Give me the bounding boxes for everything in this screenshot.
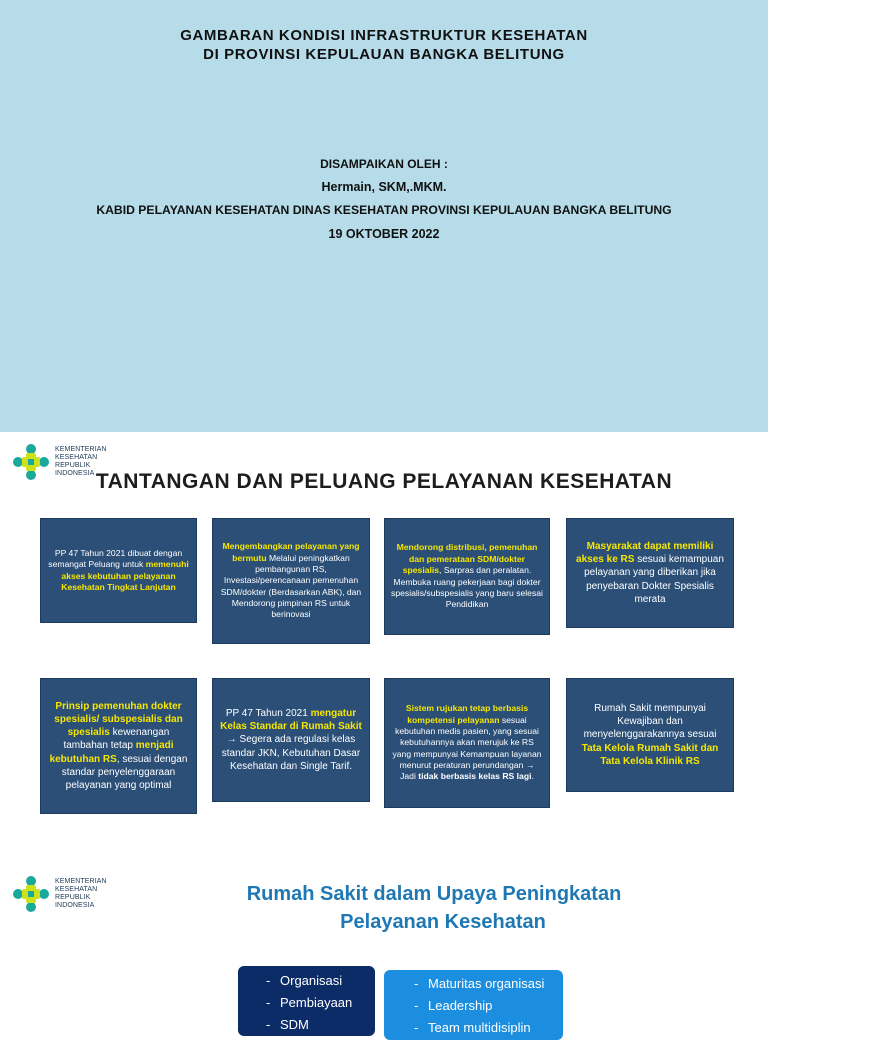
challenge-card-7: Sistem rujukan tetap berbasis kompetensi pelayanan sesuai kebutuhan medis pasien, yang sesuai kebutuhannya akan merujuk ke RS yang mempunyai Kemampuan layanan menurut peraturan perundangan → Jadi tidak berbasis kelas RS lagi. (384, 678, 550, 808)
presentation-date: 19 OKTOBER 2022 (328, 227, 440, 241)
list-item: - Pembiayaan (266, 995, 353, 1010)
capability-list-box (384, 970, 563, 1040)
challenge-card-8: Rumah Sakit mempunyai Kewajiban dan menyelenggarakannya sesuai Tata Kelola Rumah Sakit dan Tata Kelola Klinik RS (566, 678, 734, 792)
list-item: - Organisasi (266, 973, 343, 988)
challenge-card-2: Mengembangkan pelayanan yang bermutu Melalui peningkatkan pembangunan RS, Investasi/perencanaan pemenuhan SDM/dokter (Berdasarkan ABK), dan Mendorong pimpinan RS untuk berinovasi (212, 518, 370, 644)
title-slide (0, 0, 768, 432)
challenge-card-1: PP 47 Tahun 2021 dibuat dengan semangat Peluang untuk memenuhi akses kebutuhan pelayanan Kesehatan Tingkat Lanjutan (40, 518, 197, 623)
kemenkes-logo-text: KEMENTERIAN KESEHATAN REPUBLIK INDONESIA (55, 878, 107, 909)
presenter-position: KABID PELAYANAN KESEHATAN DINAS KESEHATAN PROVINSI KEPULAUAN BANGKA BELITUNG (96, 203, 672, 217)
list-item: - Leadership (414, 998, 493, 1013)
challenge-card-4: Masyarakat dapat memiliki akses ke RS sesuai kemampuan pelayanan yang diberikan jika penyebaran Dokter Spesialis merata (566, 518, 734, 628)
list-item: - Team multidisiplin (414, 1020, 531, 1035)
kemenkes-logo-text: KEMENTERIAN KESEHATAN REPUBLIK INDONESIA (55, 446, 107, 477)
presented-by-label: DISAMPAIKAN OLEH : (320, 157, 448, 171)
slide-heading: TANTANGAN DAN PELUANG PELAYANAN KESEHATAN (95, 470, 673, 493)
presenter-name: Hermain, SKM,.MKM. (321, 180, 447, 194)
slide-heading: Rumah Sakit dalam Upaya Peningkatan Pelayanan Kesehatan (246, 883, 622, 933)
list-item: - Maturitas organisasi (414, 976, 545, 991)
challenges-slide (0, 432, 768, 842)
slide-title-line1: GAMBARAN KONDISI INFRASTRUKTUR KESEHATAN (180, 27, 588, 44)
list-item: - SDM (266, 1017, 309, 1032)
hospital-improvement-slide (0, 842, 768, 1035)
resource-list-box (238, 966, 375, 1036)
challenge-card-5: Prinsip pemenuhan dokter spesialis/ subspesialis dan spesialis kewenangan tambahan tetap menjadi kebutuhan RS, sesuai dengan standar penyelenggaraan pelayanan yang optimal (40, 678, 197, 814)
challenge-card-6: PP 47 Tahun 2021 mengatur Kelas Standar di Rumah Sakit → Segera ada regulasi kelas standar JKN, Kebutuhan Dasar Kesehatan dan Single Tarif. (212, 678, 370, 802)
slide-title-line2: DI PROVINSI KEPULAUAN BANGKA BELITUNG (203, 46, 565, 63)
challenge-card-3: Mendorong distribusi, pemenuhan dan pemerataan SDM/dokter spesialis, Sarpras dan peralatan. Membuka ruang pekerjaan bagi dokter spesialis/subspesialis yang baru selesai Pendidikan (384, 518, 550, 635)
